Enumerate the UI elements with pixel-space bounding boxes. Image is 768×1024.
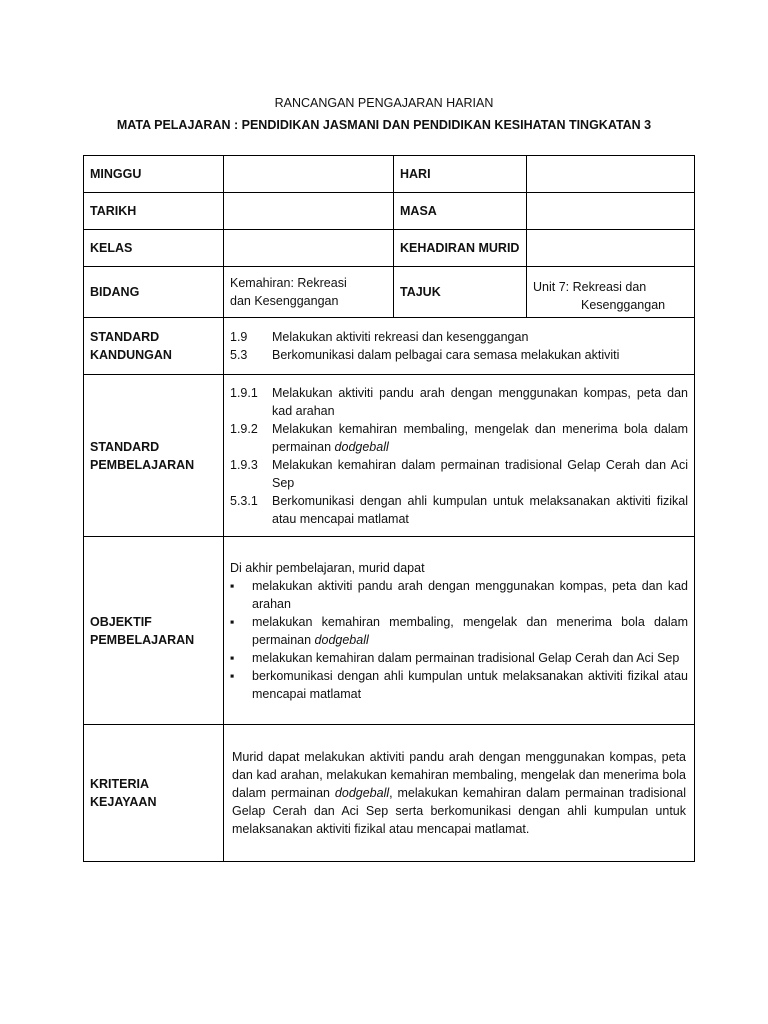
label-standard-kandungan — [84, 318, 224, 375]
item-text — [272, 492, 688, 528]
label-kehadiran: KEHADIRAN MURID — [394, 230, 527, 267]
label-bidang: BIDANG — [84, 267, 224, 318]
label-tajuk: TAJUK — [394, 267, 527, 318]
label-standard-pembelajaran — [84, 375, 224, 537]
kriteria-text-part1: Murid dapat melakukan aktiviti pandu arah dengan menggunakan kompas, peta dan kad arahan, melakukan kemahiran membaling, mengelak dan menerima bola dalam permainan — [232, 750, 686, 800]
item-text-main: melakukan kemahiran membaling, mengelak dan menerima bola dalam permainan — [252, 614, 688, 647]
item-number: 1.9.2 — [230, 421, 258, 436]
list-item — [230, 420, 688, 456]
item-text: Berkomunikasi dalam pelbagai cara semasa melakukan aktiviti — [272, 348, 620, 362]
subject-title: MATA PELAJARAN : PENDIDIKAN JASMANI DAN PENDIDIKAN KESIHATAN TINGKATAN 3 — [116, 118, 652, 132]
kk-label-line2: KEJAYAAN — [90, 795, 157, 809]
item-text — [272, 384, 688, 420]
row-standard-pembelajaran — [84, 375, 695, 537]
value-hari[interactable] — [527, 156, 695, 193]
sk-list — [230, 328, 688, 364]
value-tajuk — [527, 267, 695, 318]
item-text-main: berkomunikasi dengan ahli kumpulan untuk melaksanakan aktiviti fizikal atau mencapai matlamat — [252, 668, 688, 701]
tajuk-line1: Unit 7: Rekreasi dan — [533, 279, 647, 294]
sk-label-line2: KANDUNGAN — [90, 348, 172, 362]
item-number: 5.3 — [230, 348, 248, 362]
value-masa[interactable] — [527, 193, 695, 230]
item-text-main: Melakukan aktiviti pandu arah dengan menggunakan kompas, peta dan kad arahan — [272, 385, 688, 418]
sp-list — [230, 384, 688, 528]
item-text-italic: dodgeball — [314, 632, 369, 647]
item-text — [252, 667, 688, 703]
bidang-line1: Kemahiran: Rekreasi — [230, 276, 347, 290]
kk-label-line1: KRITERIA — [90, 777, 150, 791]
item-number: 5.3.1 — [230, 493, 258, 508]
label-kelas: KELAS — [84, 230, 224, 267]
item-text-italic: dodgeball — [334, 439, 389, 454]
item-text — [252, 613, 688, 649]
row-minggu-hari — [84, 156, 695, 193]
list-item — [230, 667, 688, 703]
value-kriteria — [224, 725, 695, 862]
objektif-list — [230, 577, 688, 703]
list-item — [230, 346, 688, 364]
value-bidang — [224, 267, 394, 318]
bullet-icon: ▪ — [230, 650, 235, 665]
row-tarikh-masa — [84, 193, 695, 230]
item-text — [272, 456, 688, 492]
bidang-line2: dan Kesenggangan — [230, 294, 339, 308]
value-objektif — [224, 537, 695, 725]
item-number: 1.9.1 — [230, 385, 258, 400]
sp-label-line1: STANDARD — [90, 439, 160, 454]
obj-label-line2: PEMBELAJARAN — [90, 632, 195, 647]
document-title: RANCANGAN PENGAJARAN HARIAN — [274, 96, 494, 110]
label-objektif — [84, 537, 224, 725]
kriteria-text-italic: dodgeball — [334, 786, 390, 800]
value-standard-pembelajaran — [224, 375, 695, 537]
lesson-plan-table — [83, 155, 695, 862]
bullet-icon: ▪ — [230, 614, 235, 629]
value-tarikh[interactable] — [224, 193, 394, 230]
label-hari: HARI — [394, 156, 527, 193]
sk-label-line1: STANDARD — [90, 330, 160, 344]
list-item — [230, 384, 688, 420]
item-text-main: melakukan kemahiran dalam permainan tradisional Gelap Cerah dan Aci Sep — [252, 650, 680, 665]
item-number: 1.9 — [230, 330, 248, 344]
row-kriteria — [84, 725, 695, 862]
kriteria-text-part2: , melakukan kemahiran dalam permainan tradisional Gelap Cerah dan Aci Sep serta berkomunikasi dengan ahli kumpulan untuk melaksanakan aktiviti fizikal atau mencapai matlamat. — [232, 786, 687, 836]
row-bidang-tajuk — [84, 267, 695, 318]
item-text-main: Berkomunikasi dengan ahli kumpulan untuk melaksanakan aktiviti fizikal atau mencapai matlamat — [272, 493, 688, 526]
item-text: Melakukan aktiviti rekreasi dan kesenggangan — [272, 330, 529, 344]
value-minggu[interactable] — [224, 156, 394, 193]
list-item — [230, 577, 688, 613]
row-kelas-kehadiran — [84, 230, 695, 267]
list-item — [230, 613, 688, 649]
bullet-icon: ▪ — [230, 668, 235, 683]
item-text — [252, 577, 688, 613]
value-kehadiran[interactable] — [527, 230, 695, 267]
list-item — [230, 492, 688, 528]
item-text-main: Melakukan kemahiran membaling, mengelak dan menerima bola dalam permainan — [272, 421, 688, 454]
item-number: 1.9.3 — [230, 457, 258, 472]
item-text — [252, 649, 688, 667]
label-masa: MASA — [394, 193, 527, 230]
item-text-main: melakukan aktiviti pandu arah dengan menggunakan kompas, peta dan kad arahan — [252, 578, 688, 611]
tajuk-line2: Kesenggangan — [581, 297, 666, 312]
row-standard-kandungan — [84, 318, 695, 375]
label-tarikh: TARIKH — [84, 193, 224, 230]
sp-label-line2: PEMBELAJARAN — [90, 457, 195, 472]
obj-label-line1: OBJEKTIF — [90, 614, 152, 629]
label-minggu: MINGGU — [84, 156, 224, 193]
list-item — [230, 456, 688, 492]
value-kelas[interactable] — [224, 230, 394, 267]
bullet-icon: ▪ — [230, 578, 235, 593]
row-objektif — [84, 537, 695, 725]
item-text — [272, 420, 688, 456]
list-item — [230, 328, 688, 346]
label-kriteria — [84, 725, 224, 862]
value-standard-kandungan — [224, 318, 695, 375]
objektif-intro: Di akhir pembelajaran, murid dapat — [230, 560, 425, 575]
item-text-main: Melakukan kemahiran dalam permainan tradisional Gelap Cerah dan Aci Sep — [272, 457, 688, 490]
list-item — [230, 649, 688, 667]
